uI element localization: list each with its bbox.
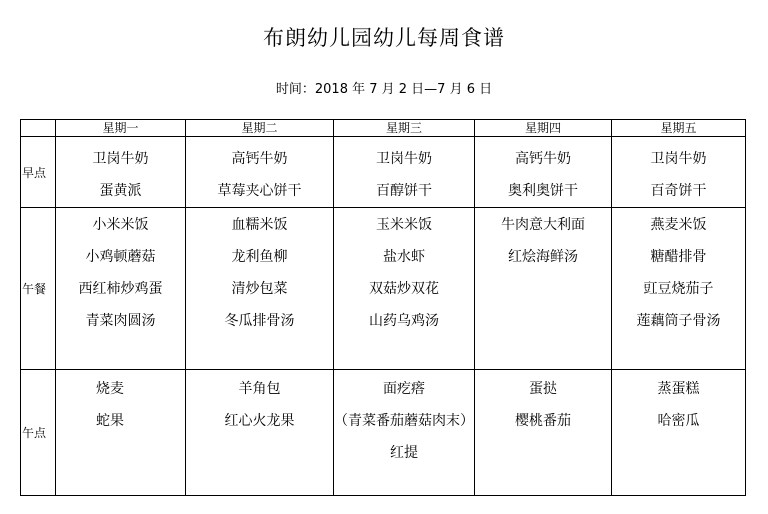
meal-label-lunch: 午餐 bbox=[21, 208, 56, 370]
meal-row-afternoon-snack bbox=[21, 370, 746, 496]
menu-cell-lunch-mon bbox=[56, 208, 186, 370]
menu-item: 红提 bbox=[390, 445, 418, 461]
menu-cell-snack-mon bbox=[56, 370, 186, 496]
menu-item: 血糯米饭 bbox=[231, 217, 288, 233]
menu-cell-breakfast-tue bbox=[186, 137, 334, 208]
menu-item: 双菇炒双花 bbox=[369, 281, 439, 297]
menu-item: 玉米米饭 bbox=[376, 217, 432, 233]
menu-item: 龙利鱼柳 bbox=[231, 249, 288, 265]
meal-row-breakfast bbox=[21, 137, 746, 208]
meal-label-afternoon-snack: 午点 bbox=[21, 370, 56, 496]
menu-item: 山药乌鸡汤 bbox=[369, 313, 439, 329]
menu-item: 蛋黄派 bbox=[99, 183, 142, 199]
menu-item: 哈密瓜 bbox=[657, 413, 700, 429]
day-header-tue: 星期二 bbox=[186, 120, 334, 137]
date-range: 时间：2018 年 7 月 2 日—7 月 6 日 bbox=[275, 82, 493, 97]
menu-item: 豇豆烧茄子 bbox=[643, 281, 714, 297]
menu-item: 燕麦米饭 bbox=[650, 217, 707, 233]
menu-item: 青菜肉圆汤 bbox=[85, 313, 156, 329]
menu-cell-snack-thu bbox=[475, 370, 612, 496]
menu-cell-snack-wed bbox=[334, 370, 475, 496]
menu-item: 莲藕筒子骨汤 bbox=[636, 313, 721, 329]
menu-cell-lunch-thu bbox=[475, 208, 612, 370]
day-header-mon: 星期一 bbox=[56, 120, 186, 137]
day-header-wed: 星期三 bbox=[334, 120, 475, 137]
meal-row-lunch bbox=[21, 208, 746, 370]
menu-cell-lunch-wed bbox=[334, 208, 475, 370]
menu-item: 小鸡顿蘑菇 bbox=[85, 249, 156, 265]
menu-item: 小米米饭 bbox=[92, 217, 149, 233]
menu-item: 卫岗牛奶 bbox=[376, 151, 432, 167]
menu-cell-breakfast-fri bbox=[612, 137, 746, 208]
menu-cell-breakfast-wed bbox=[334, 137, 475, 208]
menu-cell-lunch-tue bbox=[186, 208, 334, 370]
menu-item: 百奇饼干 bbox=[650, 183, 707, 199]
menu-item: 百醇饼干 bbox=[376, 183, 432, 199]
menu-item: 羊角包 bbox=[238, 381, 281, 397]
meal-label-breakfast: 早点 bbox=[21, 137, 56, 208]
page-title: 布朗幼儿园幼儿每周食谱 bbox=[263, 26, 505, 50]
menu-cell-breakfast-thu bbox=[475, 137, 612, 208]
corner-cell bbox=[21, 120, 56, 137]
menu-item: 面疙瘩 bbox=[383, 381, 425, 397]
menu-item: （青菜番茄蘑菇肉末） bbox=[334, 413, 474, 429]
menu-item: 卫岗牛奶 bbox=[92, 151, 149, 167]
menu-item: 冬瓜排骨汤 bbox=[224, 313, 295, 329]
menu-item: 蛋挞 bbox=[529, 381, 557, 397]
menu-item: 卫岗牛奶 bbox=[650, 151, 707, 167]
menu-item: 牛肉意大利面 bbox=[501, 217, 585, 233]
menu-cell-lunch-fri bbox=[612, 208, 746, 370]
day-header-thu: 星期四 bbox=[475, 120, 612, 137]
menu-item: 蛇果 bbox=[96, 413, 124, 429]
menu-item: 盐水虾 bbox=[383, 249, 425, 265]
day-header-fri: 星期五 bbox=[612, 120, 746, 137]
menu-item: 糖醋排骨 bbox=[650, 249, 707, 265]
menu-item: 清炒包菜 bbox=[231, 281, 288, 297]
menu-item: 西红柿炒鸡蛋 bbox=[78, 281, 163, 297]
menu-item: 奥利奥饼干 bbox=[508, 183, 578, 199]
menu-cell-snack-fri bbox=[612, 370, 746, 496]
menu-cell-breakfast-mon bbox=[56, 137, 186, 208]
weekly-menu-table bbox=[20, 119, 746, 496]
menu-item: 蒸蛋糕 bbox=[657, 381, 700, 397]
menu-item: 高钙牛奶 bbox=[231, 151, 288, 167]
menu-item: 草莓夹心饼干 bbox=[217, 183, 302, 199]
menu-item: 樱桃番茄 bbox=[515, 413, 571, 429]
menu-item: 烧麦 bbox=[96, 381, 124, 397]
menu-item: 高钙牛奶 bbox=[515, 151, 571, 167]
menu-item: 红烩海鲜汤 bbox=[508, 249, 578, 265]
menu-cell-snack-tue bbox=[186, 370, 334, 496]
menu-item: 红心火龙果 bbox=[224, 413, 295, 429]
header-row bbox=[21, 120, 746, 137]
